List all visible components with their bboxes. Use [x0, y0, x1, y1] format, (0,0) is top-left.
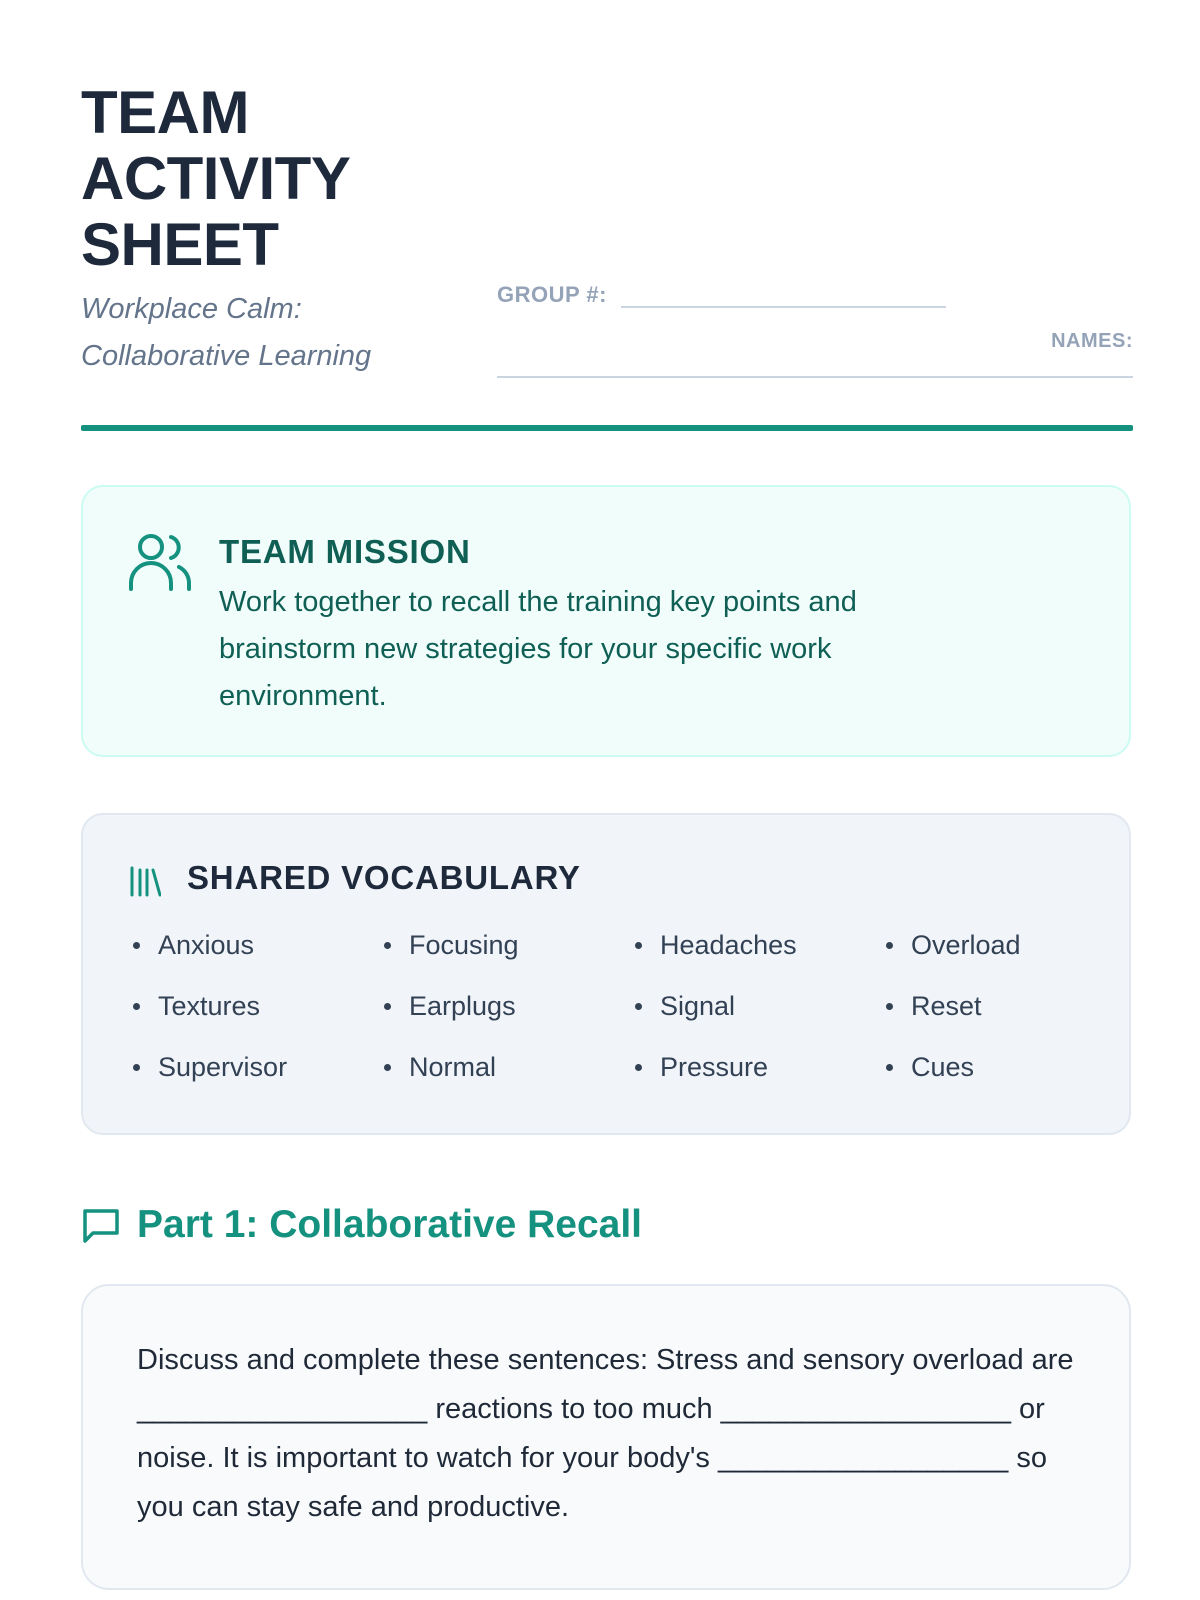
vocab-word-label: Signal [660, 991, 736, 1021]
vocab-word-label: Reset [911, 991, 982, 1021]
vocab-word [629, 988, 880, 1025]
part1-title: Part 1: Collaborative Recall [137, 1203, 643, 1246]
vocab-word [378, 1049, 629, 1086]
users-icon [127, 531, 193, 597]
vocabulary-title: SHARED VOCABULARY [187, 859, 581, 896]
vocab-word-label: Overload [911, 930, 1021, 960]
vocab-word-label: Earplugs [409, 991, 516, 1021]
sheet-subtitle: Workplace Calm: Collaborative Learning [81, 293, 372, 372]
group-blank-line[interactable] [621, 280, 946, 308]
vocab-word-label: Focusing [409, 930, 519, 960]
mission-text: Work together to recall the training key points and brainstorm new strategies for your specific work environment. [219, 586, 857, 712]
vocab-word-label: Headaches [660, 930, 797, 960]
mission-title: TEAM MISSION [219, 533, 471, 570]
collaborative-recall-box [81, 1284, 1131, 1590]
header-divider [81, 425, 1133, 431]
vocab-word [629, 927, 880, 964]
group-field [497, 280, 946, 308]
vocab-word [629, 1049, 880, 1086]
recall-sentences[interactable]: Discuss and complete these sentences: Stress and sensory overload are __________________ reactions to too much __________________ or noise. It is important to watch for your body's __________________ so you can stay safe and productive. [137, 1344, 1074, 1523]
shared-vocabulary-box [81, 813, 1131, 1135]
vocab-word-label: Normal [409, 1052, 497, 1082]
team-mission-box [81, 485, 1131, 757]
part1-heading [81, 1203, 642, 1247]
vocab-word-label: Pressure [660, 1052, 769, 1082]
sheet-header [81, 80, 1133, 380]
message-square-icon [81, 1205, 121, 1245]
sheet-title: TEAM ACTIVITY SHEET [81, 79, 351, 278]
vocab-word [880, 927, 1131, 964]
vocab-word [880, 988, 1131, 1025]
vocabulary-list [127, 927, 1127, 1086]
vocab-word [127, 1049, 378, 1086]
vocab-word [378, 988, 629, 1025]
vocab-word [127, 927, 378, 964]
vocab-word-label: Cues [911, 1052, 975, 1082]
vocab-word-label: Textures [158, 991, 261, 1021]
names-label: NAMES: [1051, 330, 1133, 352]
vocab-word-label: Supervisor [158, 1052, 288, 1082]
vocab-word [127, 988, 378, 1025]
library-icon [129, 865, 161, 897]
vocab-word [880, 1049, 1131, 1086]
group-label: GROUP #: [497, 282, 607, 307]
vocab-word-label: Anxious [158, 930, 255, 960]
vocab-word [378, 927, 629, 964]
names-blank-line[interactable] [497, 376, 1133, 378]
